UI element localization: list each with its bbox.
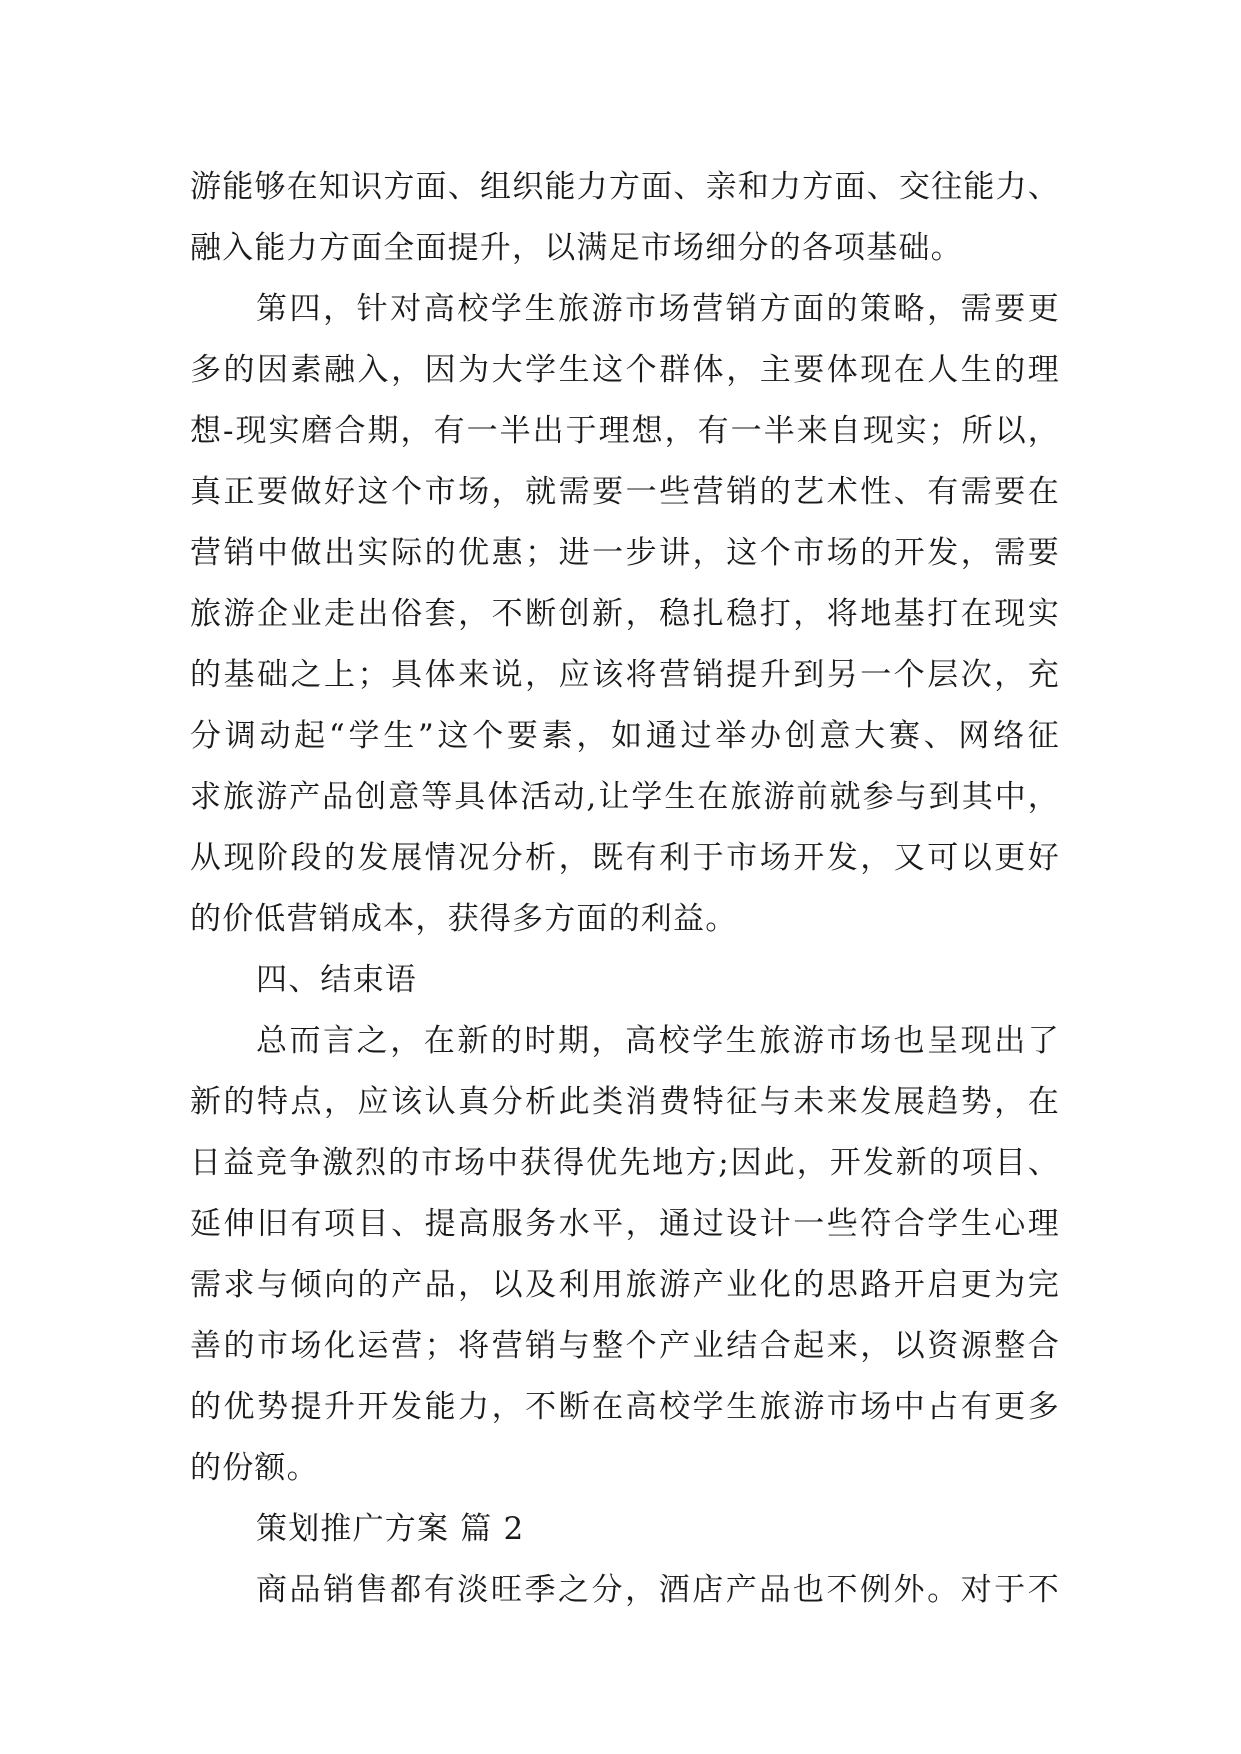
text-line: 日益竞争激烈的市场中获得优先地方;因此，开发新的项目、 (190, 1145, 1060, 1181)
text-line: 从现阶段的发展情况分析，既有利于市场开发，又可以更好 (190, 840, 1060, 876)
text-line: 想-现实磨合期，有一半出于理想，有一半来自现实；所以， (190, 413, 1060, 449)
text-line: 求旅游产品创意等具体活动,让学生在旅游前就参与到其中， (190, 779, 1060, 815)
text-line: 游能够在知识方面、组织能力方面、亲和力方面、交往能力、 (190, 169, 1060, 205)
text-line: 分调动起“学生”这个要素，如通过举办创意大赛、网络征 (190, 718, 1060, 754)
text-line: 多的因素融入，因为大学生这个群体，主要体现在人生的理 (190, 352, 1060, 388)
text-line: 延伸旧有项目、提高服务水平，通过设计一些符合学生心理 (190, 1206, 1060, 1242)
text-line: 融入能力方面全面提升，以满足市场细分的各项基础。 (190, 230, 963, 266)
text-line: 的价低营销成本，获得多方面的利益。 (190, 901, 738, 937)
body-text (190, 157, 1060, 1621)
text-line: 四、结束语 (256, 962, 417, 998)
text-line: 善的市场化运营；将营销与整个产业结合起来，以资源整合 (190, 1328, 1060, 1364)
text-line: 需求与倾向的产品，以及利用旅游产业化的思路开启更为完 (190, 1267, 1060, 1303)
text-line: 新的特点，应该认真分析此类消费特征与未来发展趋势，在 (190, 1084, 1060, 1120)
text-line: 的基础之上；具体来说，应该将营销提升到另一个层次，充 (190, 657, 1060, 693)
text-line: 营销中做出实际的优惠；进一步讲，这个市场的开发，需要 (190, 535, 1060, 571)
text-line: 第四，针对高校学生旅游市场营销方面的策略，需要更 (256, 291, 1060, 327)
text-line: 策划推广方案 篇 2 (256, 1511, 525, 1547)
text-line: 总而言之，在新的时期，高校学生旅游市场也呈现出了 (256, 1023, 1060, 1059)
text-line: 的份额。 (190, 1450, 319, 1486)
text-line: 真正要做好这个市场，就需要一些营销的艺术性、有需要在 (190, 474, 1060, 510)
text-line: 的优势提升开发能力，不断在高校学生旅游市场中占有更多 (190, 1389, 1060, 1425)
text-line: 商品销售都有淡旺季之分，酒店产品也不例外。对于不 (256, 1572, 1060, 1608)
text-line: 旅游企业走出俗套，不断创新，稳扎稳打，将地基打在现实 (190, 596, 1060, 632)
